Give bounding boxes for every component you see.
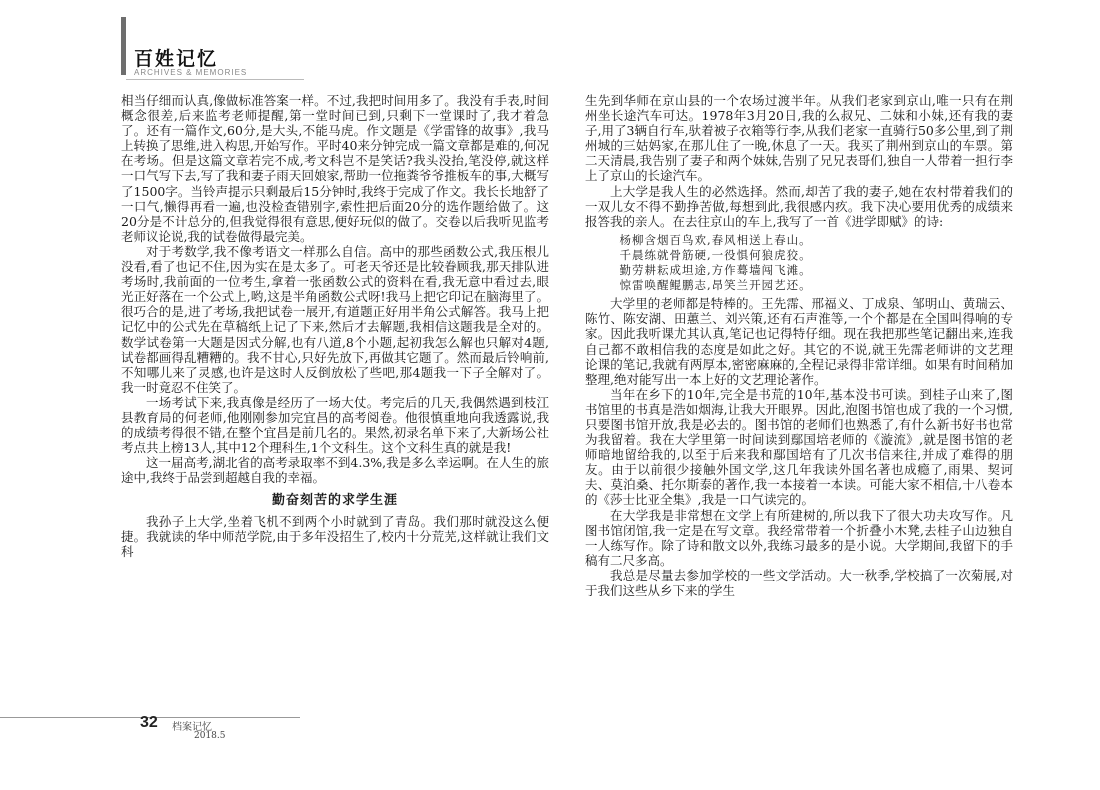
- section-title: 百姓记忆: [134, 48, 219, 70]
- paragraph: 生先到华师在京山县的一个农场过渡半年。从我们老家到京山,唯一只有在荆州坐长途汽车可达。1978年3月20日,我的么叔兄、二妹和小妹,还有我的妻子,用了3辆自行车,驮着被子衣箱等行李,从我们老家一直骑行50多公里,到了荆州城的三姑妈家,在那儿住了一晚,休息了一天。我买了荆州到京山的车票。第二天清晨,我告别了妻子和两个妹妹,告别了兄兄表哥们,独自一人带着一担行李上了京山的长途汽车。: [585, 93, 1013, 184]
- right-column: [585, 93, 1013, 598]
- poem-line: 勤劳耕耘成坦途,方作蓦墙闯飞滩。: [619, 263, 812, 278]
- header-accent-bar: [121, 17, 126, 75]
- paragraph: 上大学是我人生的必然选择。然而,却苦了我的妻子,她在农村带着我们的一双儿女不得不勤挣苦做,每想到此,我很感内疚。我下决心要用优秀的成绩来报答我的亲人。在去往京山的车上,我写了一首《进学即赋》的诗:: [585, 183, 1013, 229]
- paragraph: 对于考数学,我不像考语文一样那么自信。高中的那些函数公式,我压根儿没看,看了也记不住,因为实在是太多了。可老天爷还是比较眷顾我,那天排队进考场时,我前面的一位考生,拿着一张函数公式的资料在看,我无意中看过去,眼光正好落在一个公式上,哟,这是半角函数公式呀!我马上把它印记在脑海里了。很巧合的是,进了考场,我把试卷一展开,有道题正好用半角公式解答。我马上把记忆中的公式先在草稿纸上记了下来,然后才去解题,我相信这题我是全对的。数学试卷第一大题是因式分解,也有八道,8个小题,起初我怎么解也只解对4题,试卷都画得乱糟糟的。我不甘心,只好先放下,再做其它题了。然而最后铃响前,不知哪儿来了灵感,也许是这时人反倒放松了些吧,那4题我一下子全解对了。我一时竟忍不住笑了。: [121, 243, 549, 395]
- left-column: [121, 93, 549, 559]
- header-rule: [126, 79, 304, 80]
- paragraph: 相当仔细而认真,像做标准答案一样。不过,我把时间用多了。我没有手表,时间概念很差,后来监考老师提醒,第一堂时间已到,只剩下一堂课时了,我才着急了。还有一篇作文,60分,是大头,不能马虎。作文题是《学雷锋的故事》,我马上转换了思维,进入构思,开始写作。平时40来分钟完成一篇文章都是难的,何况在考场。但是这篇文章若完不成,考文科岂不是笑话?我头没抬,笔没停,就这样一口气写下去,写了我和妻子雨天回娘家,帮助一位拖粪爷爷推板车的事,大概写了1500字。当铃声提示只剩最后15分钟时,我终于完成了作文。我长长地舒了一口气,懒得再看一遍,也没检查错别字,索性把后面20分的选作题给做了。这20分是不计总分的,但我觉得很有意思,便好玩似的做了。交卷以后我听见监考老师议论说,我的试卷做得最完美。: [121, 93, 549, 244]
- poem: [585, 233, 1013, 293]
- paragraph: 这一届高考,湖北省的高考录取率不到4.3%,我是多么幸运啊。在人生的旅途中,我终于品尝到超越自我的幸福。: [121, 455, 549, 486]
- poem-line: 杨柳含烟百鸟欢,春风相送上春山。: [619, 232, 812, 247]
- journal-name: 档案记忆: [172, 722, 212, 733]
- paragraph: 我总是尽量去参加学校的一些文学活动。大一秋季,学校搞了一次菊展,对于我们这些从乡下来的学生: [585, 567, 1013, 598]
- paragraph: 一场考试下来,我真像是经历了一场大仗。考完后的几天,我偶然遇到枝江县教育局的何老师,他刚刚参加完宜昌的高考阅卷。他很慎重地向我透露说,我的成绩考得很不错,在整个宜昌是前几名的。果然,初录名单下来了,大新场公社考点共上榜13人,其中12个理科生,1个文科生。这个文科生真的就是我!: [121, 394, 549, 456]
- paragraph: 当年在乡下的10年,完全是书荒的10年,基本没书可读。到桂子山来了,图书馆里的书真是浩如烟海,让我大开眼界。因此,泡图书馆也成了我的一个习惯,只要图书馆开放,我是必去的。图书馆的老师们也熟悉了,有什么新书好书也常为我留着。我在大学里第一时间读到鄢国培老师的《漩流》,就是图书馆的老师暗地留给我的,以至于后来我和鄢国培有了几次书信来往,并成了难得的朋友。由于以前很少接触外国文学,这几年我读外国名著也成瘾了,雨果、契诃夫、莫泊桑、托尔斯泰的著作,我一本接着一本读。可能大家不相信,十八卷本的《莎士比亚全集》,我是一口气读完的。: [585, 386, 1013, 508]
- issue-date: 2018.5: [194, 731, 226, 741]
- page-number: 32: [140, 714, 158, 731]
- subheading: 勤奋刻苦的求学生涯: [271, 492, 398, 508]
- poem-line: 千晨练就骨筋硬,一役惧何狼虎狡。: [619, 247, 812, 262]
- paragraph: 在大学我是非常想在文学上有所建树的,所以我下了很大功夫攻写作。凡图书馆闭馆,我一定是在写文章。我经常带着一个折叠小木凳,去桂子山边独自一人练写作。除了诗和散文以外,我练习最多的是小说。大学期间,我留下的手稿有二尺多高。: [585, 507, 1013, 568]
- section-subtitle: ARCHIVES & MEMORIES: [134, 68, 248, 77]
- paragraph: 大学里的老师都是特棒的。王先霈、邢福义、丁成泉、邹明山、黄瑞云、陈竹、陈安湖、田蕙兰、刘兴策,还有石声淮等,一个个都是在全国叫得响的专家。因此我听课尤其认真,笔记也记得特仔细。现在我把那些笔记翻出来,连我自己都不敢相信我的态度是如此之好。其它的不说,就王先霈老师讲的文艺理论课的笔记,我就有两厚本,密密麻麻的,全程记录得非常详细。如果有时间稍加整理,绝对能写出一本上好的文艺理论著作。: [585, 296, 1013, 387]
- paragraph: 我孙子上大学,坐着飞机不到两个小时就到了青岛。我们那时就没这么便捷。我就读的华中师范学院,由于多年没招生了,校内十分荒芜,这样就让我们文科: [121, 513, 549, 559]
- poem-line: 惊雷唤醒鲲鹏志,昂笑兰开园艺还。: [619, 278, 812, 293]
